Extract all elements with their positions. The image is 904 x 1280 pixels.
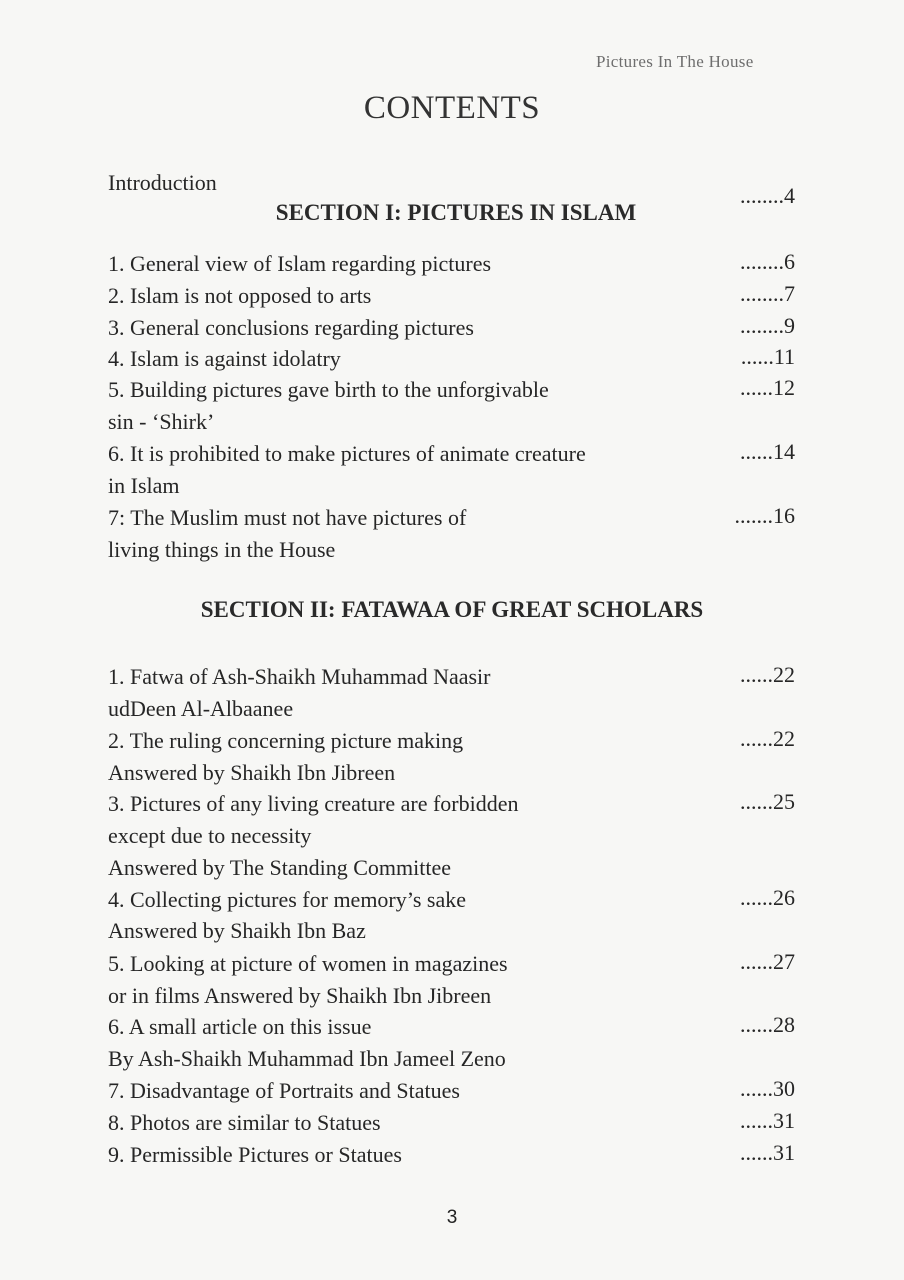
toc-entry-line: 3. General conclusions regarding pictures	[108, 315, 474, 340]
page-title: CONTENTS	[363, 90, 541, 126]
toc-entry-page: ........7	[740, 281, 795, 306]
toc-entry-line-continued: By Ash-Shaikh Muhammad Ibn Jameel Zeno	[108, 1046, 506, 1071]
toc-entry-page: ......14	[740, 439, 795, 464]
toc-entry-line: 3. Pictures of any living creature are forbidden	[108, 791, 519, 816]
toc-entry-page: ........6	[740, 249, 795, 274]
toc-entry-line: 4. Collecting pictures for memory’s sake	[108, 887, 467, 912]
toc-entry-line: 7. Disadvantage of Portraits and Statues	[108, 1078, 460, 1103]
toc-entry-page: ......31	[740, 1140, 795, 1165]
toc-entry-page: ......25	[740, 789, 795, 814]
toc-entry-line: 1. Fatwa of Ash-Shaikh Muhammad Naasir	[108, 664, 491, 689]
toc-entry-line: 8. Photos are similar to Statues	[108, 1110, 381, 1135]
toc-entry-page: ......30	[740, 1076, 795, 1101]
toc-entry-line-continued: except due to necessity	[108, 823, 312, 848]
toc-entry-page: ......31	[740, 1108, 795, 1133]
toc-introduction-label: Introduction	[108, 170, 217, 195]
toc-entry-line-continued: Answered by Shaikh Ibn Jibreen	[108, 760, 396, 785]
toc-entry-line-continued: udDeen Al-Albaanee	[108, 696, 294, 721]
section-heading-2: SECTION II: FATAWAA OF GREAT SCHOLARS	[200, 597, 704, 622]
toc-entry-line-continued: or in films Answered by Shaikh Ibn Jibreen	[108, 983, 492, 1008]
toc-entry-line: 1. General view of Islam regarding pictures	[108, 251, 492, 276]
toc-entry-line: 2. Islam is not opposed to arts	[108, 283, 372, 308]
toc-entry-line: 5. Looking at picture of women in magazines	[108, 951, 508, 976]
toc-entry-page: ......28	[740, 1012, 795, 1037]
toc-entry-line-continued: Answered by The Standing Committee	[108, 855, 451, 880]
toc-entry-page: ......11	[740, 344, 795, 369]
toc-entry-line: 2. The ruling concerning picture making	[108, 728, 464, 753]
toc-entry-page: .......16	[734, 503, 795, 528]
page-number: 3	[446, 1207, 458, 1228]
toc-entry-line: 7: The Muslim must not have pictures of	[108, 505, 467, 530]
running-header: Pictures In The House	[596, 52, 754, 71]
toc-entry-line: 6. It is prohibited to make pictures of animate creature	[108, 441, 586, 466]
toc-entry-page: ......27	[740, 949, 795, 974]
toc-entry-page: ......12	[740, 375, 795, 400]
toc-entry-line-continued: Answered by Shaikh Ibn Baz	[108, 918, 366, 943]
toc-entry-line: 9. Permissible Pictures or Statues	[108, 1142, 402, 1167]
toc-entry-line: 6. A small article on this issue	[108, 1014, 372, 1039]
toc-entry-line: 5. Building pictures gave birth to the unforgivable	[108, 377, 549, 402]
toc-entry-page: ......22	[740, 662, 795, 687]
toc-entry-page: ......22	[740, 726, 795, 751]
toc-introduction-page: ........4	[740, 183, 795, 208]
section-heading-1: SECTION I: PICTURES IN ISLAM	[275, 200, 637, 225]
toc-entry-page: ......26	[740, 885, 795, 910]
toc-entry-line-continued: living things in the House	[108, 537, 336, 562]
toc-entry-line-continued: in Islam	[108, 473, 180, 498]
toc-entry-page: ........9	[740, 313, 795, 338]
toc-entry-line: 4. Islam is against idolatry	[108, 346, 341, 371]
toc-entry-line-continued: sin - ‘Shirk’	[108, 409, 215, 434]
